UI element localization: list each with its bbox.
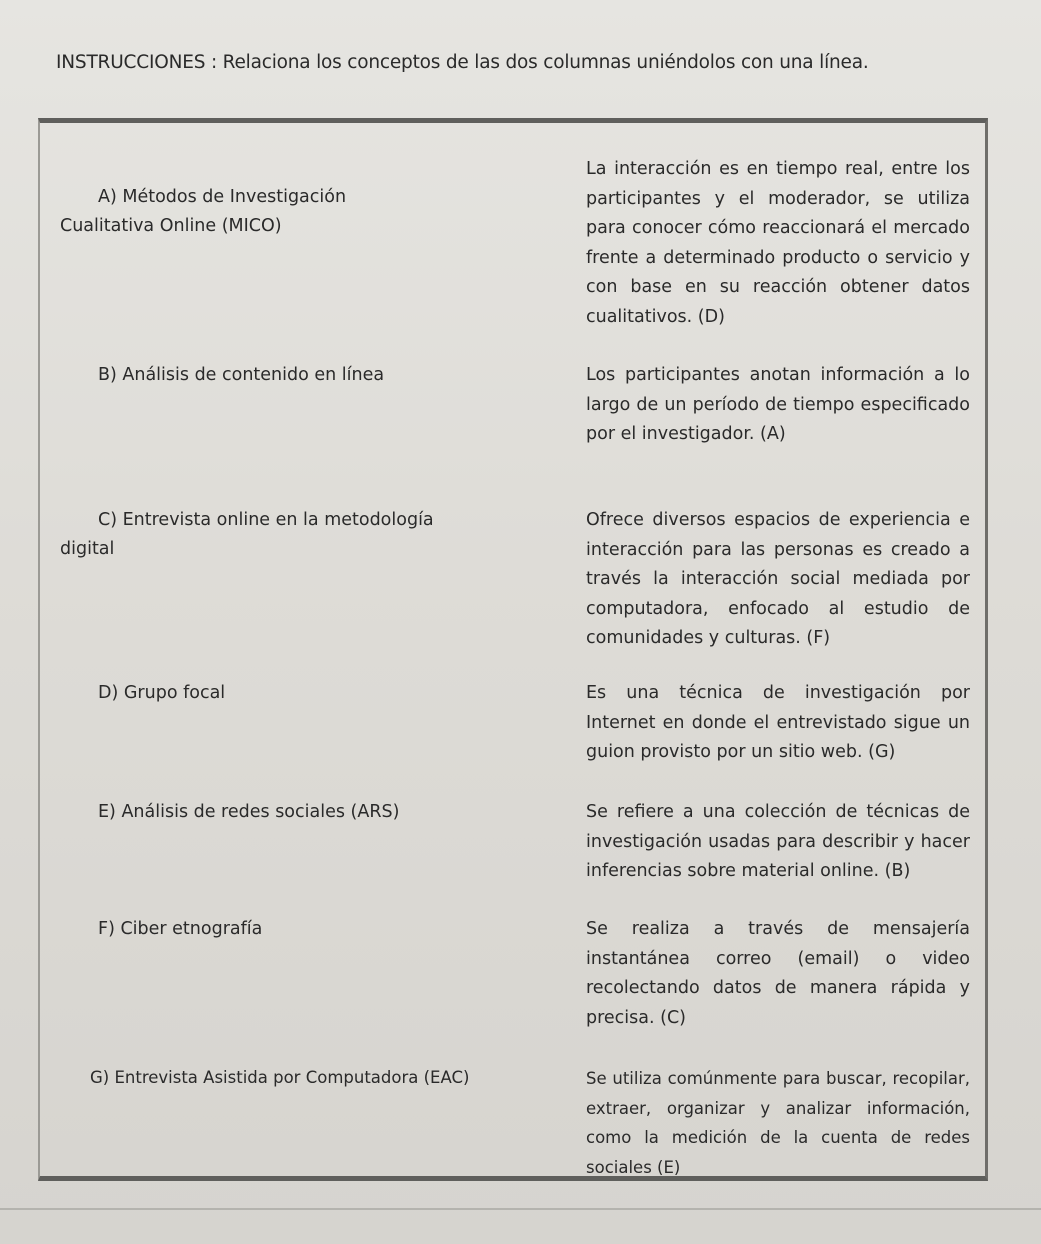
right-definition-2: Los participantes anotan información a lo largo de un período de tiempo especificado por el investigador. (A) <box>586 365 970 444</box>
page-rule <box>0 1208 1041 1210</box>
right-definition-3: Ofrece diversos espacios de experiencia e interacción para las personas es creado a través la interacción social mediada por computadora, enfocado al estudio de comunidades y culturas. (F) <box>586 510 970 648</box>
left-item-b: B) Análisis de contenido en línea <box>98 365 385 385</box>
right-definition-4: Es una técnica de investigación por Internet en donde el entrevistado sigue un guion provisto por un sitio web. (G) <box>586 683 970 762</box>
left-item-g: G) Entrevista Asistida por Computadora (EAC) <box>90 1068 470 1087</box>
right-definition-7: Se utiliza comúnmente para buscar, recopilar, extraer, organizar y analizar información, como la medición de la cuenta de redes sociales (E) <box>586 1069 970 1177</box>
left-item-f: F) Ciber etnografía <box>98 919 263 939</box>
left-item-c-line2: digital <box>60 539 115 559</box>
left-item-c-line1: C) Entrevista online en la metodología <box>98 510 434 530</box>
right-definition-6: Se realiza a través de mensajería instantánea correo (email) o video recolectando datos de manera rápida y precisa. (C) <box>586 919 970 1028</box>
instructions: INSTRUCCIONES : Relaciona los conceptos de las dos columnas uniéndolos con una línea. <box>56 52 869 73</box>
left-item-a-line1: A) Métodos de Investigación <box>98 187 347 207</box>
right-definition-5: Se refiere a una colección de técnicas de investigación usadas para describir y hacer inferencias sobre material online. (B) <box>586 802 970 881</box>
left-item-d: D) Grupo focal <box>98 683 226 703</box>
left-item-a-line2: Cualitativa Online (MICO) <box>60 216 282 236</box>
right-definition-1: La interacción es en tiempo real, entre los participantes y el moderador, se utiliza para conocer cómo reaccionará el mercado frente a determinado producto o servicio y con base en su reacción obtener datos cualitativos. (D) <box>586 159 970 327</box>
left-item-e: E) Análisis de redes sociales (ARS) <box>98 802 400 822</box>
